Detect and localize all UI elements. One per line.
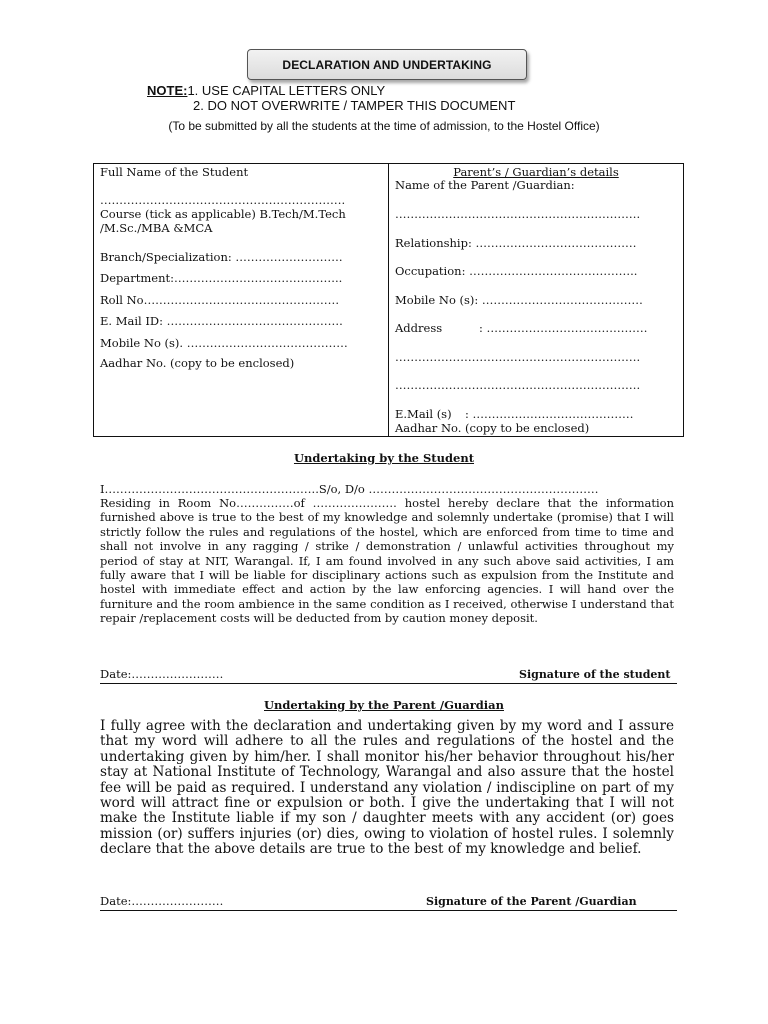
parent-signature-label: Signature of the Parent /Guardian [426,895,637,908]
department-field[interactable]: Department:…………………………………….. [100,271,343,285]
address-field-line2[interactable]: ………………………………………………………. [395,350,641,364]
student-full-name-field[interactable]: ………………………………………………………. [100,193,346,207]
student-signature-row [100,667,677,684]
parent-name-label: Name of the Parent /Guardian: [395,178,575,192]
course-label-line2[interactable]: /M.Sc./MBA &MCA [100,221,213,235]
occupation-field[interactable]: Occupation: …………………………………….. [395,264,638,278]
parent-name-field[interactable]: ………………………………………………………. [395,207,641,221]
parent-details-heading: Parent’s / Guardian’s details [453,165,619,179]
column-divider [388,164,389,436]
submission-note: (To be submitted by all the students at the time of admission, to the Hostel Office) [168,119,600,133]
parent-undertaking-body: I fully agree with the declaration and undertaking given by my word and I assure that my word will adhere to all the rules and regulations of the hostel and the undertaking given by him/her. I shall monitor his/her behavior throughout his/her stay at National Institute of Technology, Warangal and also assure that the hostel fee will be paid as required. I understand any violation / indiscipline on part of my word will attract fine or expulsion or both. I give the undertaking that I will not make the Institute liable if my son / daughter meets with any accident (or) goes mission (or) suffers injuries (or) dies, owing to violation of hostel rules. I solemnly declare that the above details are true to the best of my knowledge and belief. [100,718,674,858]
student-undertaking-text: Residing in Room No……………of …………………. hostel hereby declare that the information furnished above is true to the best of my knowledge and solemnly undertake (promise) that I will strictly follow the rules and regulations of the hostel, which are enforced from time to time and shall not involve in any ragging / strike / demonstration / unlawful activities throughout my period of stay at NIT, Warangal. If, I am found involved in any such above said activities, I am fully aware that I will be liable for disciplinary actions such as expulsion from the Institute and hostel with immediate effect and action by the law enforcing agencies. I will hand over the furniture and the room ambience in the same condition as I received, otherwise I understand that repair /replacement costs will be deducted from by caution money deposit. [100,496,674,626]
course-label-line1[interactable]: Course (tick as applicable) B.Tech/M.Tech [100,207,346,221]
parent-email-field[interactable]: : …………………………………… [465,407,634,421]
student-undertaking-heading: Undertaking by the Student [293,451,475,465]
student-name-line[interactable]: I………………………………………………..S/o, D/o …………………………………………………… [100,482,599,496]
note-line-1 [147,83,385,98]
parent-aadhar-label: Aadhar No. (copy to be enclosed) [395,421,590,435]
note-item-2: 2. DO NOT OVERWRITE / TAMPER THIS DOCUMENT [193,98,516,113]
student-full-name-label: Full Name of the Student [100,165,249,179]
parent-email-label: E.Mail (s) [395,407,452,421]
parent-mobile-field[interactable]: Mobile No (s): …………………………………… [395,293,643,307]
document-title: DECLARATION AND UNDERTAKING [247,49,527,80]
note-label: NOTE: [147,83,188,98]
note-item-1: 1. USE CAPITAL LETTERS ONLY [187,83,386,98]
parent-date-field[interactable]: Date:…………………… [100,894,224,908]
student-email-field[interactable]: E. Mail ID: ………………………………………. [100,314,343,328]
student-aadhar-label: Aadhar No. (copy to be enclosed) [100,356,295,370]
address-label: Address [395,321,443,335]
details-table [93,163,684,437]
student-date-field[interactable]: Date:…………………… [100,667,224,681]
roll-no-field[interactable]: Roll No…………………………………………… [100,293,340,307]
student-mobile-field[interactable]: Mobile No (s). …………………………………… [100,336,348,350]
parent-signature-row [100,894,677,911]
student-signature-label: Signature of the student [519,668,671,681]
address-field-line3[interactable]: ………………………………………………………. [395,378,641,392]
relationship-field[interactable]: Relationship: …………………………………… [395,236,637,250]
branch-field[interactable]: Branch/Specialization: ………………………. [100,250,343,264]
address-field[interactable]: : …………………………………… [479,321,648,335]
student-undertaking-body [100,496,674,626]
parent-undertaking-heading: Undertaking by the Parent /Guardian [264,698,504,712]
